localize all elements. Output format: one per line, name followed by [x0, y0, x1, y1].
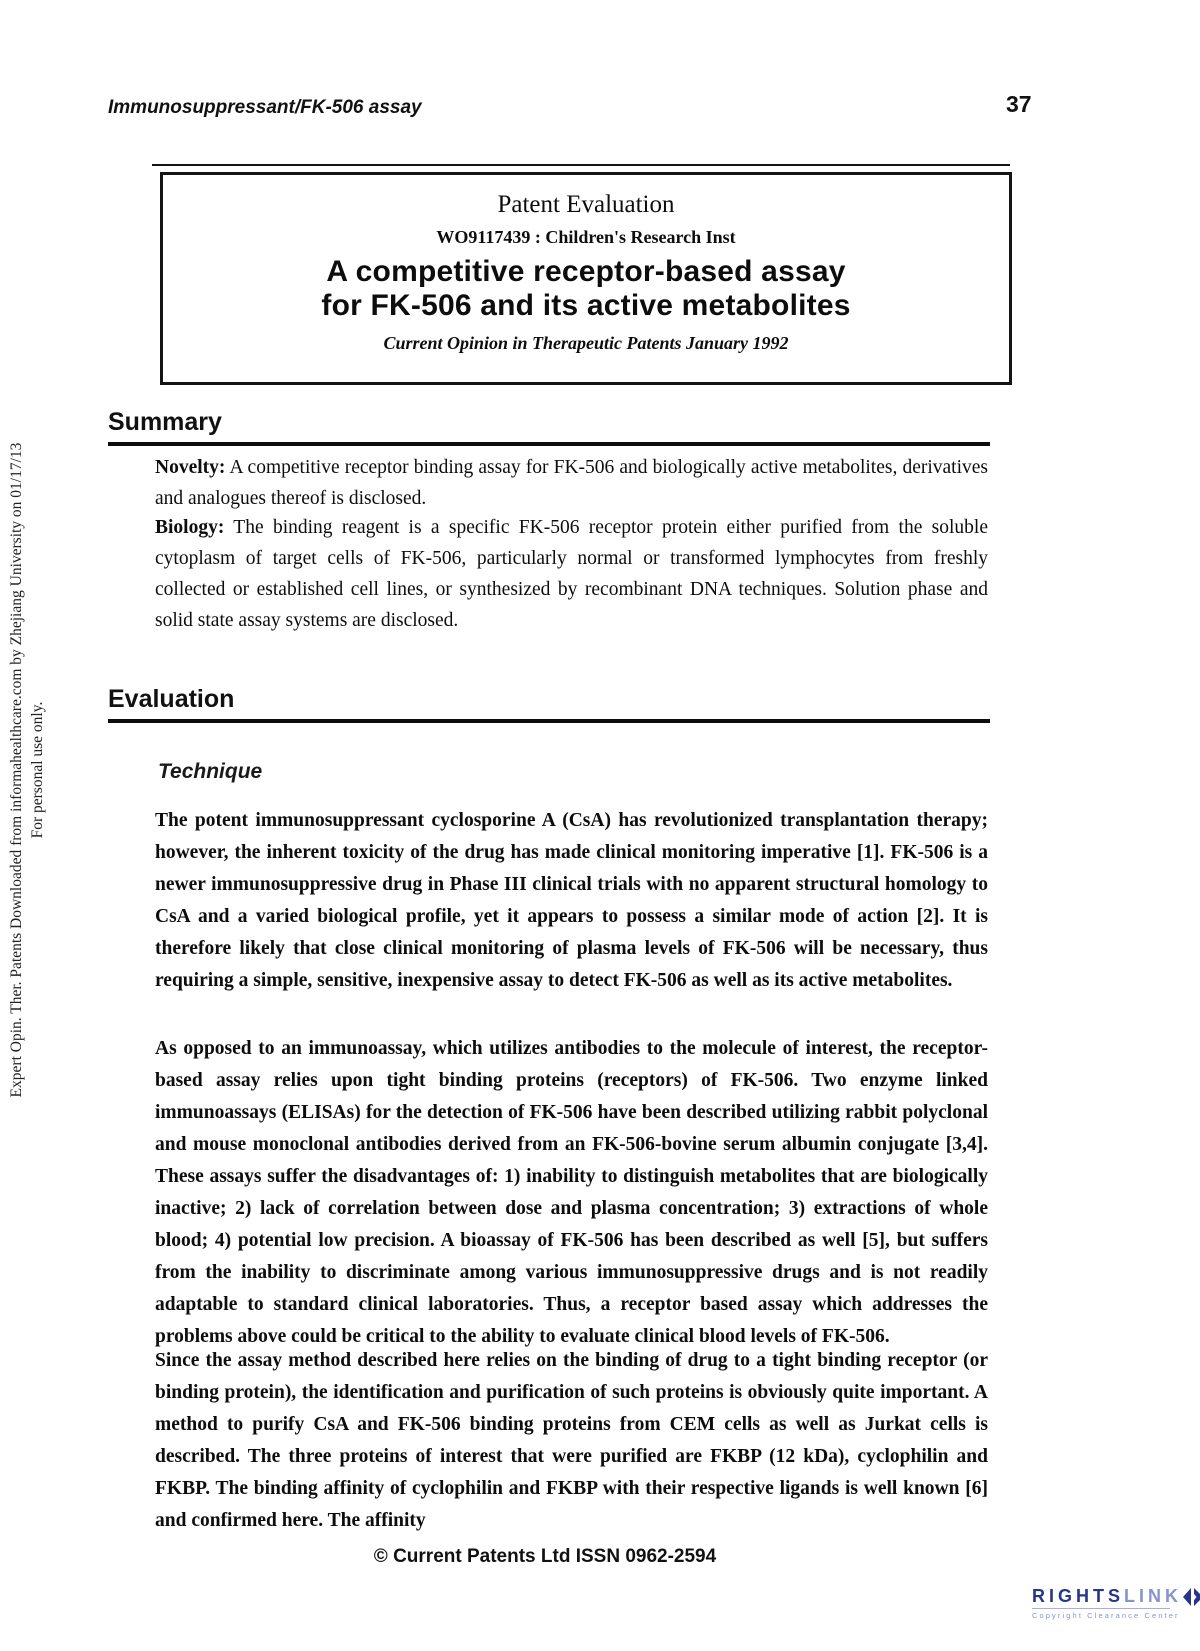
watermark-line2: For personal use only. [29, 701, 46, 839]
rightslink-subtext: Copyright Clearance Center [1032, 1611, 1180, 1620]
rightslink-arrows-icon [1183, 1588, 1200, 1606]
technique-paragraph-2: As opposed to an immunoassay, which utilizes antibodies to the molecule of interest, the receptor-based assay relies upon tight binding proteins (receptors) of FK-506. Two enzyme linked immunoassays (ELISAs) for the detection of FK-506 have been described utilizing rabbit polyclonal and mouse monoclonal antibodies derived from an FK-506-bovine serum albumin conjugate [3,4]. These assays suffer the disadvantages of: 1) inability to distinguish metabolites that are biologically inactive; 2) lack of correlation between dose and plasma concentration; 3) extractions of whole blood; 4) potential low precision. A bioassay of FK-506 has been described as well [5], but suffers from the inability to discriminate among various immunosuppressive drugs and is not readily adaptable to standard clinical laboratories. Thus, a receptor based assay which addresses the problems above could be critical to the ability to evaluate clinical blood levels of FK-506. [155, 1038, 988, 1347]
title-box [160, 172, 1012, 385]
rightslink-logo[interactable] [1032, 1586, 1197, 1620]
biology-label: Biology: [155, 517, 225, 538]
summary-heading: Summary [108, 408, 990, 446]
evaluation-heading: Evaluation [108, 685, 990, 723]
patent-number-line: WO9117439 : Children's Research Inst [436, 227, 736, 247]
title-box-kicker: Patent Evaluation [497, 191, 675, 218]
rightslink-text-link: LINK [1124, 1586, 1183, 1606]
copyright-line: © Current Patents Ltd ISSN 0962-2594 [373, 1546, 717, 1567]
rightslink-wordmark [1032, 1586, 1197, 1607]
technique-subheading: Technique [158, 760, 263, 783]
biology-text: The binding reagent is a specific FK-506 receptor protein either purified from the soluble cytoplasm of target cells of FK-506, particularly normal or transformed lymphocytes from freshly collected or established cell lines, or synthesized by recombinant DNA techniques. Solution phase and solid state assay systems are disclosed. [155, 517, 988, 631]
sidebar-watermark [6, 325, 48, 1215]
page-number: 37 [1006, 91, 1032, 117]
rightslink-text-rights: RIGHTS [1032, 1586, 1125, 1606]
biology-paragraph [155, 512, 988, 636]
article-title-line1: A competitive receptor-based assay [326, 255, 846, 288]
technique-paragraph-3: Since the assay method described here relies on the binding of drug to a tight binding receptor (or binding protein), the identification and purification of such proteins is obviously quite important. A method to purify CsA and FK-506 binding proteins from CEM cells as well as Jurkat cells is described. The three proteins of interest that were purified are FKBP (12 kDa), cyclophilin and FKBP. The binding affinity of cyclophilin and FKBP with their respective ligands is well known [6] and confirmed here. The affinity [155, 1350, 988, 1531]
article-title-line2: for FK-506 and its active metabolites [321, 289, 851, 322]
running-title: Immunosuppressant/FK-506 assay [108, 97, 422, 118]
novelty-label: Novelty: [155, 457, 226, 478]
novelty-text: A competitive receptor binding assay for FK-506 and biologically active metabolites, derivatives and analogues thereof is disclosed. [155, 457, 988, 509]
rule-above-title-box [152, 164, 1010, 166]
rightslink-divider [1032, 1608, 1170, 1609]
source-citation: Current Opinion in Therapeutic Patents January 1992 [383, 333, 789, 353]
watermark-line1: Expert Opin. Ther. Patents Downloaded from informahealthcare.com by Zhejiang University on 01/17/13 [8, 442, 25, 1098]
technique-paragraph-1: The potent immunosuppressant cyclosporine A (CsA) has revolutionized transplantation therapy; however, the inherent toxicity of the drug has made clinical monitoring imperative [1]. FK-506 is a newer immunosuppressive drug in Phase III clinical trials with no apparent structural homology to CsA and a varied biological profile, yet it appears to possess a similar mode of action [2]. It is therefore likely that close clinical monitoring of plasma levels of FK-506 will be necessary, thus requiring a simple, sensitive, inexpensive assay to detect FK-506 as well as its active metabolites. [155, 810, 988, 991]
novelty-paragraph [155, 452, 988, 514]
